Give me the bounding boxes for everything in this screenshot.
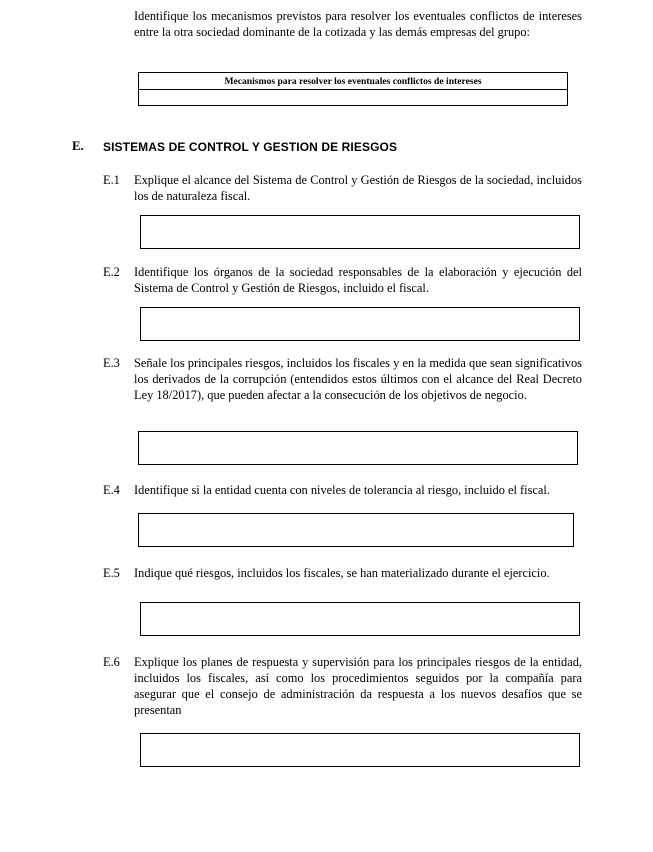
answer-box[interactable] [140, 733, 580, 767]
conflicts-table-header: Mecanismos para resolver los eventuales conflictos de intereses [139, 73, 567, 90]
question-text: Identifique si la entidad cuenta con niveles de tolerancia al riesgo, incluido el fiscal. [134, 483, 550, 497]
question-number: E.6 [103, 655, 120, 669]
question-text: Explique el alcance del Sistema de Control y Gestión de Riesgos de la sociedad, incluidos los de naturaleza fiscal. [134, 173, 582, 203]
question-number: E.1 [103, 173, 120, 187]
answer-box[interactable] [140, 215, 580, 249]
question-text: Indique qué riesgos, incluidos los fiscales, se han materializado durante el ejercicio. [134, 566, 550, 580]
section-letter: E. [72, 139, 84, 153]
question-number: E.2 [103, 265, 120, 279]
answer-box[interactable] [138, 513, 574, 547]
conflicts-table [138, 72, 568, 106]
question-number: E.4 [103, 483, 120, 497]
answer-box[interactable] [138, 431, 578, 465]
section-title: SISTEMAS DE CONTROL Y GESTION DE RIESGOS [103, 140, 398, 154]
answer-box[interactable] [140, 307, 580, 341]
conflicts-table-cell[interactable] [139, 90, 567, 105]
question-text: Identifique los órganos de la sociedad responsables de la elaboración y ejecución del Sistema de Control y Gestión de Riesgos, incluido el fiscal. [134, 265, 582, 295]
answer-box[interactable] [140, 602, 580, 636]
question-number: E.3 [103, 356, 120, 370]
question-text: Explique los planes de respuesta y supervisión para los principales riesgos de la entidad, incluidos los fiscales, así como los procedimientos seguidos por la compañía para asegurar que el consejo de administración da respuesta a los nuevos desafíos que se presentan [134, 655, 582, 717]
intro-paragraph: Identifique los mecanismos previstos para resolver los eventuales conflictos de intereses entre la otra sociedad dominante de la cotizada y las demás empresas del grupo: [134, 9, 582, 39]
question-number: E.5 [103, 566, 120, 580]
question-text: Señale los principales riesgos, incluidos los fiscales y en la medida que sean significativos los derivados de la corrupción (entendidos estos últimos con el alcance del Real Decreto Ley 18/2017), que pueden afectar a la consecución de los objetivos de negocio. [134, 356, 582, 402]
